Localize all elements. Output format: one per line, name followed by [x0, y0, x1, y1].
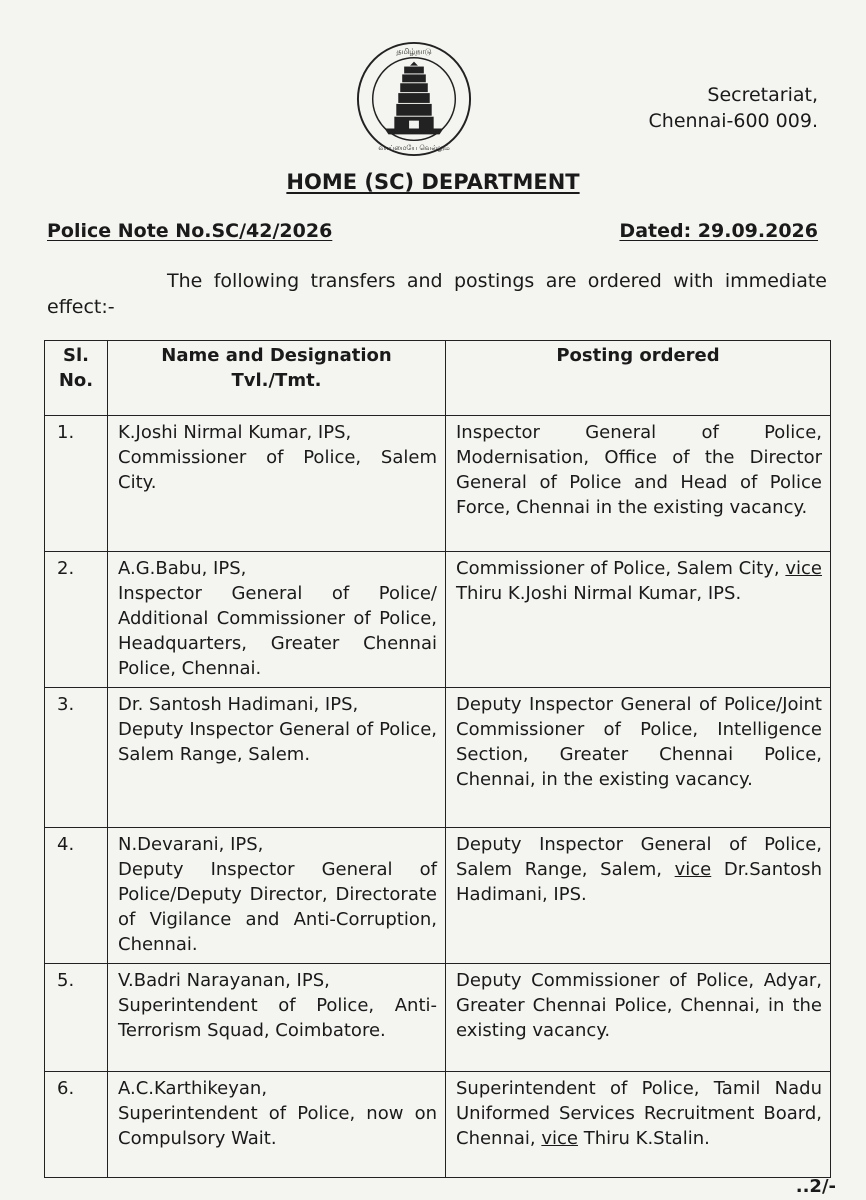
row-number: 6.: [45, 1072, 108, 1178]
officer-cell: [108, 416, 446, 552]
svg-text:வாய்மையே வெல்லும்: வாய்மையே வெல்லும்: [378, 144, 450, 153]
tamil-nadu-emblem-icon: [355, 40, 473, 158]
table-row: [45, 964, 831, 1072]
svg-text:தமிழ்நாடு: தமிழ்நாடு: [396, 46, 432, 56]
table-row: [45, 552, 831, 688]
column-header-name: Name and Designation Tvl./Tmt.: [108, 341, 446, 416]
officer-cell: [108, 552, 446, 688]
address-line-1: Secretariat,: [707, 84, 818, 106]
officer-cell: [108, 828, 446, 964]
police-note-number: Police Note No.SC/42/2026: [47, 220, 333, 242]
posting-ordered: Deputy Inspector General of Police/Joint Commissioner of Police, Intelligence Section, Greater Chennai Police, Chennai, in the existing vacancy.: [446, 688, 831, 828]
department-title: HOME (SC) DEPARTMENT: [286, 170, 580, 194]
row-number: 5.: [45, 964, 108, 1072]
posting-ordered: Deputy Commissioner of Police, Adyar, Greater Chennai Police, Chennai, in the existing vacancy.: [446, 964, 831, 1072]
table-row: [45, 416, 831, 552]
address-block: [649, 82, 818, 134]
officer-cell: [108, 964, 446, 1072]
officer-name: Dr. Santosh Hadimani, IPS,: [118, 694, 359, 715]
posting-ordered: Deputy Inspector General of Police, Salem Range, Salem, vice Dr.Santosh Hadimani, IPS.: [446, 828, 831, 964]
posting-ordered: Commissioner of Police, Salem City, vice Thiru K.Joshi Nirmal Kumar, IPS.: [446, 552, 831, 688]
officer-designation: Inspector General of Police/ Additional Commissioner of Police, Headquarters, Greater Chennai Police, Chennai.: [118, 583, 437, 679]
posting-ordered: Inspector General of Police, Modernisation, Office of the Director General of Police and Head of Police Force, Chennai in the existing vacancy.: [446, 416, 831, 552]
officer-designation: Commissioner of Police, Salem City.: [118, 447, 437, 493]
table-row: [45, 688, 831, 828]
table-row: [45, 1072, 831, 1178]
officer-name: K.Joshi Nirmal Kumar, IPS,: [118, 422, 352, 443]
officer-designation: Deputy Inspector General of Police/Deputy Director, Directorate of Vigilance and Anti-Corruption, Chennai.: [118, 859, 437, 955]
officer-cell: [108, 1072, 446, 1178]
column-header-posting: Posting ordered: [446, 341, 831, 416]
officer-designation: Deputy Inspector General of Police, Salem Range, Salem.: [118, 719, 437, 765]
row-number: 3.: [45, 688, 108, 828]
page-continuation-marker: ..2/-: [795, 1176, 836, 1197]
posting-ordered: Superintendent of Police, Tamil Nadu Uniformed Services Recruitment Board, Chennai, vice Thiru K.Stalin.: [446, 1072, 831, 1178]
address-line-2: Chennai-600 009.: [648, 110, 818, 132]
vice-word: vice: [785, 558, 822, 579]
table-row: [45, 828, 831, 964]
officer-cell: [108, 688, 446, 828]
officer-name: N.Devarani, IPS,: [118, 834, 264, 855]
transfers-table: [44, 340, 831, 1178]
officer-designation: Superintendent of Police, now on Compulsory Wait.: [118, 1103, 437, 1149]
column-header-sl-no: Sl. No.: [45, 341, 108, 416]
row-number: 2.: [45, 552, 108, 688]
intro-paragraph: The following transfers and postings are ordered with immediate effect:-: [47, 270, 827, 318]
row-number: 1.: [45, 416, 108, 552]
officer-name: A.G.Babu, IPS,: [118, 558, 247, 579]
vice-word: vice: [541, 1128, 578, 1149]
note-date: Dated: 29.09.2026: [619, 220, 818, 242]
table-header-row: [45, 341, 831, 416]
officer-designation: Superintendent of Police, Anti-Terrorism Squad, Coimbatore.: [118, 995, 437, 1041]
row-number: 4.: [45, 828, 108, 964]
officer-name: V.Badri Narayanan, IPS,: [118, 970, 330, 991]
officer-name: A.C.Karthikeyan,: [118, 1078, 268, 1099]
vice-word: vice: [674, 859, 712, 880]
